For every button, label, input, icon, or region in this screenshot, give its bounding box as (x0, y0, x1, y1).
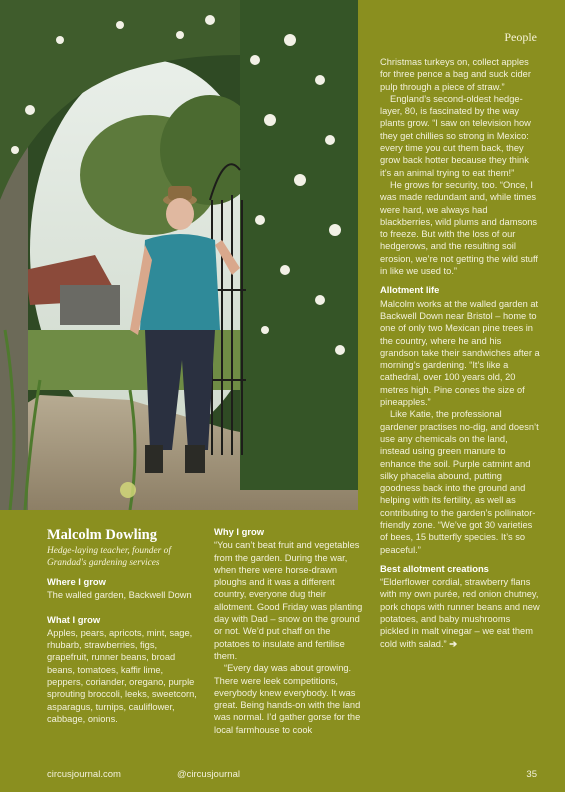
page-number: 35 (526, 769, 537, 780)
paragraph: “You can’t beat fruit and vegetables from the garden. During the war, when there were horse-drawn ploughs and it was a different country, everyone dug their allotment. Good Friday was planting day with Dad – snow on the ground or not. We’d put chaff on the potatoes to insulate and fertilise them. (214, 540, 363, 661)
paragraph: Malcolm works at the walled garden at Backwell Down near Bristol – home to one of only two Mexican pine trees in the country, where he and his grandson take their sandwiches after a morning’s gardening. “It’s like a cathedral, over 100 years old, 20 metres high. Pine cones the size of pineapples.” (380, 298, 540, 408)
where-heading: Where I grow (47, 576, 106, 587)
footer-social-handle[interactable]: @circusjournal (177, 769, 240, 780)
paragraph: “Every day was about growing. There were leek competitions, everybody knew everybody. It was great. Being hands-on with the land was normal. I’d gather gorse for the local farmhouse to cook (214, 663, 361, 735)
paragraph: England’s second-oldest hedge-layer, 80, is fascinated by the way plants grow. “I saw on television how they get chillies so strong in Mexico: every time you cut them back, they grow back hotter because they think it’s an animal trying to eat them!” (380, 93, 531, 178)
right-column (380, 56, 540, 650)
profile-name: Malcolm Dowling (47, 527, 157, 543)
footer-website-link[interactable]: circusjournal.com (47, 769, 121, 780)
allotment-life-heading: Allotment life (380, 284, 440, 296)
what-heading: What I grow (47, 613, 101, 625)
section-label: People (504, 30, 537, 44)
garden-photo (0, 0, 358, 510)
continue-arrow-icon: ➔ (449, 638, 458, 649)
paragraph-text: “Elderflower cordial, strawberry flans with my own purée, red onion chutney, pork chops with runner beans and new potatoes, and baby mushrooms pickled in malt vinegar – we eat them cold with salad.” (380, 577, 540, 649)
best-creations-heading: Best allotment creations (380, 562, 489, 574)
what-text: Apples, pears, apricots, mint, sage, rhubarb, strawberries, figs, grapefruit, runner beans, broad beans, tomatoes, kaffir lime, peppers, coriander, oregano, purple sprouting broccoli, leeks, sweetcorn, asparagus, turnips, cauliflower, cabbage, onions. (47, 627, 197, 724)
paragraph (380, 576, 540, 650)
why-column (214, 526, 364, 736)
profile-subtitle: Hedge-laying teacher, founder of Grandad's gardening services (47, 546, 171, 568)
paragraph: Like Katie, the professional gardener practises no-dig, and doesn’t use any chemicals on the land, instead using green manure to enhance the soil. Purple catmint and silky phacelia abound, putting goodness back into the ground and helping with its fertility, as well as contributing to the garden’s pollinator-friendly zone. “We’ve got 30 varieties of bees, 15 butterfly species. It’s so peaceful.” (380, 409, 539, 555)
why-heading: Why I grow (214, 526, 264, 537)
photo-illustration (0, 0, 358, 510)
paragraph: He grows for security, too. “Once, I was made redundant and, while times were hard, we always had blackberries, wild plums and damsons to freeze. But with the loss of our hedgerows, and the resulting soil erosion, we’re not getting the wild stuff in like we used to.” (380, 179, 538, 277)
profile-box (47, 527, 197, 725)
paragraph: Christmas turkeys on, collect apples for three pence a bag and suck cider pulp through a piece of straw.” (380, 57, 531, 92)
where-text: The walled garden, Backwell Down (47, 590, 192, 601)
